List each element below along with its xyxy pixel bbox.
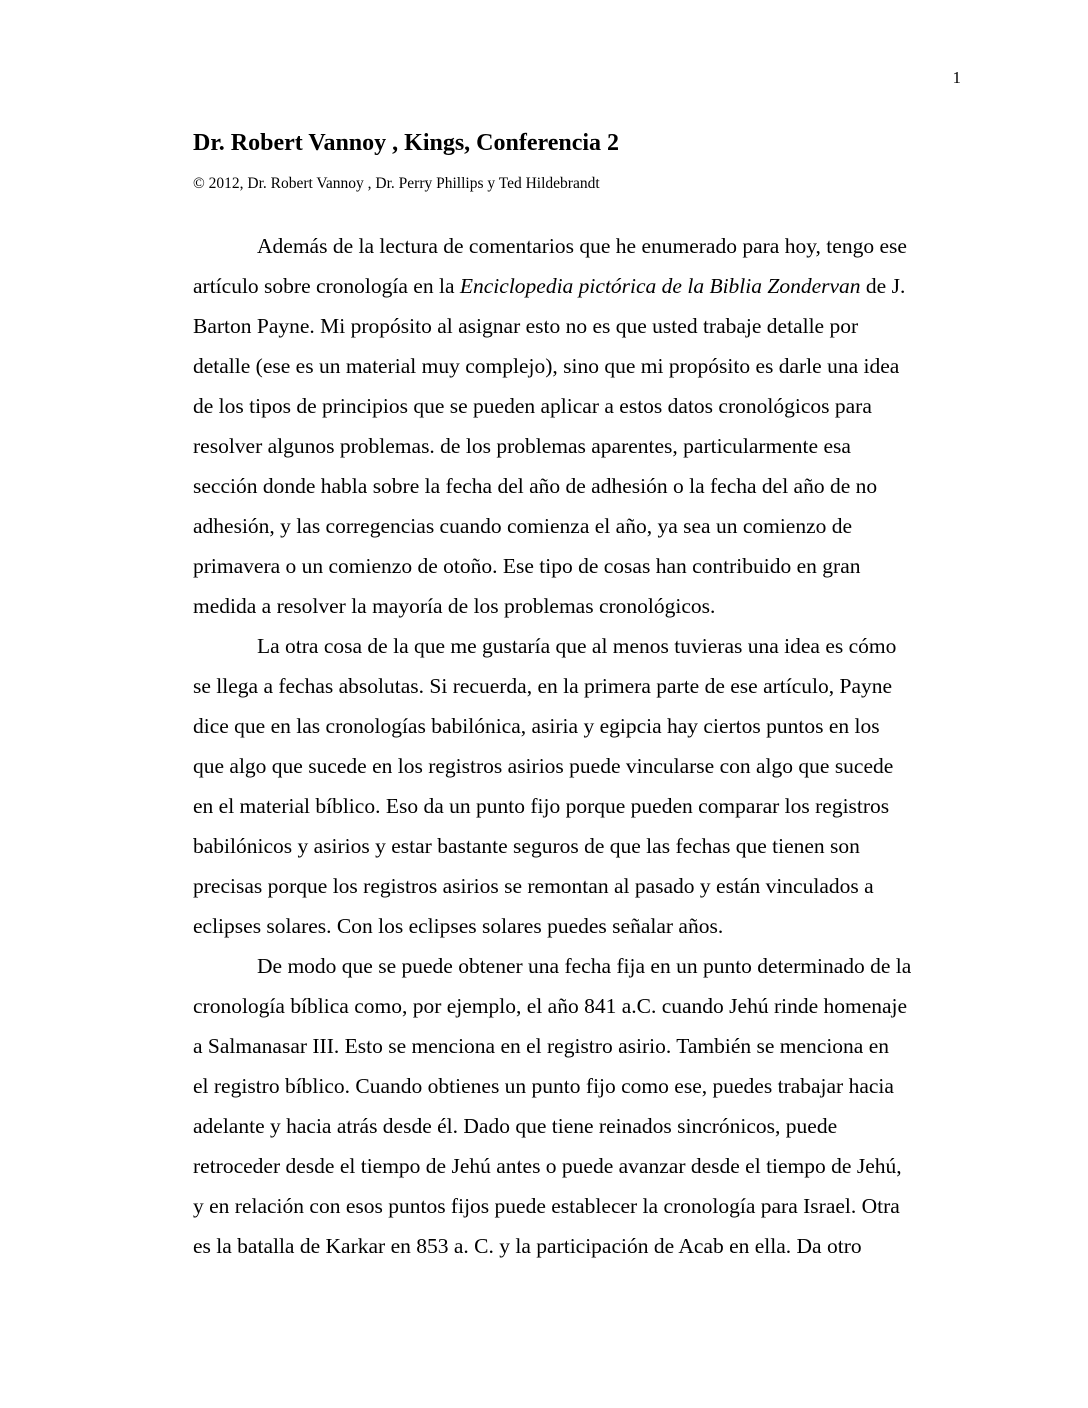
body-text: [193, 226, 962, 1266]
body-line: primavera o un comienzo de otoño. Ese tipo de cosas han contribuido en gran: [193, 554, 861, 578]
body-line: adhesión, y las corregencias cuando comienza el año, ya sea un comienzo de: [193, 514, 853, 538]
body-line: babilónicos y asirios y estar bastante seguros de que las fechas que tienen son: [193, 834, 860, 858]
body-line: precisas porque los registros asirios se remontan al pasado y están vinculados a: [193, 874, 874, 898]
body-text-run: artículo sobre cronología en la: [193, 274, 460, 298]
body-line: De modo que se puede obtener una fecha fija en un punto determinado de la: [257, 954, 912, 978]
body-line: es la batalla de Karkar en 853 a. C. y la participación de Acab en ella. Da otro: [193, 1234, 862, 1258]
body-line: en el material bíblico. Eso da un punto fijo porque pueden comparar los registros: [193, 794, 890, 818]
body-line: retroceder desde el tiempo de Jehú antes o puede avanzar desde el tiempo de Jehú,: [193, 1154, 902, 1178]
book-title-italic: Enciclopedia pictórica de la Biblia Zondervan: [459, 274, 861, 298]
body-line: detalle (ese es un material muy complejo), sino que mi propósito es darle una idea: [193, 354, 900, 378]
body-text-run: de J.: [860, 274, 906, 298]
body-line: que algo que sucede en los registros asirios puede vincularse con algo que sucede: [193, 754, 894, 778]
body-line: de los tipos de principios que se pueden aplicar a estos datos cronológicos para: [193, 394, 872, 418]
document-title: Dr. Robert Vannoy , Kings, Conferencia 2: [193, 130, 620, 156]
body-line: sección donde habla sobre la fecha del año de adhesión o la fecha del año de no: [193, 474, 878, 498]
body-line: Barton Payne. Mi propósito al asignar esto no es que usted trabaje detalle por: [193, 314, 859, 338]
body-line: [193, 266, 962, 306]
body-line: adelante y hacia atrás desde él. Dado que tiene reinados sincrónicos, puede: [193, 1114, 838, 1138]
body-line: eclipses solares. Con los eclipses solares puedes señalar años.: [193, 914, 724, 938]
page-number: 1: [952, 68, 961, 87]
body-line: cronología bíblica como, por ejemplo, el año 841 a.C. cuando Jehú rinde homenaje: [193, 994, 908, 1018]
body-line: Además de la lectura de comentarios que he enumerado para hoy, tengo ese: [257, 234, 907, 258]
body-line: medida a resolver la mayoría de los problemas cronológicos.: [193, 594, 716, 618]
body-line: y en relación con esos puntos fijos puede establecer la cronología para Israel. Otra: [193, 1194, 900, 1218]
body-line: dice que en las cronologías babilónica, asiria y egipcia hay ciertos puntos en los: [193, 714, 880, 738]
body-line: a Salmanasar III. Esto se menciona en el registro asirio. También se menciona en: [193, 1034, 890, 1058]
body-line: La otra cosa de la que me gustaría que al menos tuvieras una idea es cómo: [257, 634, 897, 658]
body-line: el registro bíblico. Cuando obtienes un punto fijo como ese, puedes trabajar hacia: [193, 1074, 894, 1098]
copyright-line: © 2012, Dr. Robert Vannoy , Dr. Perry Phillips y Ted Hildebrandt: [193, 175, 600, 192]
body-line: se llega a fechas absolutas. Si recuerda, en la primera parte de ese artículo, Payne: [193, 674, 893, 698]
body-line: resolver algunos problemas. de los problemas aparentes, particularmente esa: [193, 434, 851, 458]
